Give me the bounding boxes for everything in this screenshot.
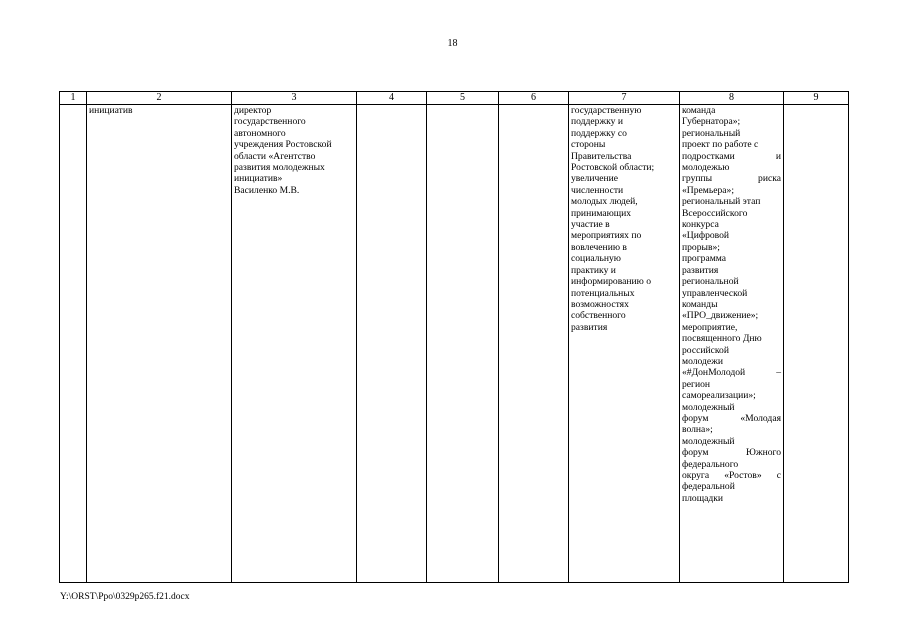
cell-line: поддержку и: [571, 116, 623, 128]
cell-col9: [784, 105, 849, 583]
cell-line: директор: [234, 105, 272, 116]
cell-line: подростками и: [682, 150, 781, 162]
cell-line: команды: [682, 298, 718, 310]
cell-line: Правительства: [571, 150, 632, 162]
cell-line: инициатив»: [234, 173, 283, 185]
cell-line: «ПРО_движение»;: [682, 310, 759, 322]
column-header-5: 5: [427, 92, 499, 105]
cell-line: регион: [682, 378, 711, 390]
cell-line: возможностях: [571, 298, 629, 310]
cell-line: собственного: [571, 310, 626, 322]
cell-line: молодежный: [682, 435, 735, 447]
cell-line: области «Агентство: [234, 150, 316, 162]
column-header-7: 7: [569, 92, 680, 105]
cell-line: информированию о: [571, 276, 652, 288]
cell-col4: [357, 105, 427, 583]
cell-line: социальную: [571, 253, 621, 265]
cell-line: «Цифровой: [682, 230, 730, 242]
cell-line: поддержку со: [571, 127, 627, 139]
cell-line: принимающих: [571, 207, 632, 219]
file-path-footer: Y:\ORST\Ppo\0329p265.f21.docx: [60, 592, 190, 602]
cell-line: развития: [682, 264, 719, 276]
cell-line: команда: [682, 105, 716, 116]
cell-line: посвященного Дню: [682, 333, 762, 345]
cell-col8: [680, 105, 784, 583]
cell-line: российской: [682, 344, 729, 356]
cell-line: численности: [571, 184, 624, 196]
cell-line: мероприятие,: [682, 321, 738, 333]
cell-col3: [232, 105, 357, 583]
cell-line: вовлечению в: [571, 241, 627, 253]
cell-line: Василенко М.В.: [234, 184, 300, 196]
cell-line: стороны: [571, 139, 606, 151]
column-header-8: 8: [680, 92, 784, 105]
column-header-6: 6: [499, 92, 569, 105]
cell-line: молодежный: [682, 401, 735, 413]
document-table: [59, 91, 849, 583]
cell-line: Ростовской области;: [571, 162, 655, 174]
cell-line: группы риска: [682, 173, 781, 185]
cell-line: Всероссийского: [682, 207, 748, 219]
cell-line: федеральной: [682, 481, 735, 493]
cell-line: форум «Молодая: [682, 412, 781, 424]
cell-line: автономного: [234, 127, 286, 139]
cell-col7: [569, 105, 680, 583]
cell-line: учреждения Ростовской: [234, 139, 332, 151]
column-header-9: 9: [784, 92, 849, 105]
cell-col2: инициатив: [87, 105, 232, 583]
column-header-1: 1: [60, 92, 87, 105]
cell-col5: [427, 105, 499, 583]
cell-line: государственного: [234, 116, 306, 128]
cell-line: потенциальных: [571, 287, 635, 299]
cell-line: развития молодежных: [234, 162, 325, 174]
page-number: 18: [447, 38, 458, 49]
cell-line: управленческой: [682, 287, 748, 299]
cell-line: молодых людей,: [571, 196, 638, 208]
cell-line: площадки: [682, 492, 724, 504]
cell-line: форум Южного: [682, 447, 781, 459]
cell-line: программа: [682, 253, 727, 265]
cell-line: региональный: [682, 127, 741, 139]
column-header-2: 2: [87, 92, 232, 105]
column-header-3: 3: [232, 92, 357, 105]
cell-col6: [499, 105, 569, 583]
cell-line: округа «Ростов» с: [682, 470, 781, 481]
cell-line: увеличение: [571, 173, 619, 185]
cell-line: мероприятиях по: [571, 230, 642, 242]
cell-line: государственную: [571, 105, 642, 116]
cell-line: региональный этап: [682, 196, 761, 208]
column-header-4: 4: [357, 92, 427, 105]
cell-line: волна»;: [682, 424, 713, 436]
header-row: [60, 92, 849, 105]
cell-line: развития: [571, 321, 608, 333]
cell-line: молодежи: [682, 355, 723, 367]
cell-line: федерального: [682, 458, 739, 470]
table-row: [60, 105, 849, 583]
cell-line: конкурса: [682, 219, 719, 231]
cell-col1: [60, 105, 87, 583]
cell-line: региональной: [682, 276, 739, 288]
cell-line: прорыв»;: [682, 241, 720, 253]
cell-line: молодежью: [682, 162, 730, 174]
cell-line: Губернатора»;: [682, 116, 741, 128]
cell-line: «#ДонМолодой –: [682, 367, 781, 379]
cell-line: самореализации»;: [682, 390, 756, 402]
cell-line: «Премьера»;: [682, 184, 735, 196]
cell-line: практику и: [571, 264, 616, 276]
cell-line: участие в: [571, 219, 610, 231]
cell-line: проект по работе с: [682, 139, 759, 151]
